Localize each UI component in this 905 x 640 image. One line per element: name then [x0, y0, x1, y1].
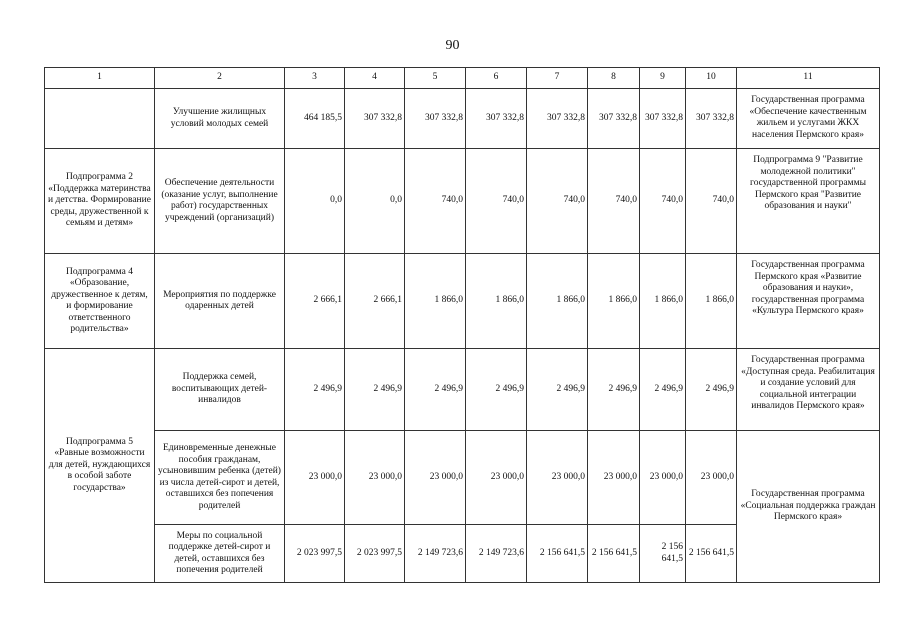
value-cell: 307 332,8	[686, 89, 737, 149]
header-cell: 3	[285, 68, 345, 89]
value-cell: 2 496,9	[588, 349, 640, 431]
table-row	[45, 149, 880, 254]
activity-cell: Мероприятия по поддержке одаренных детей	[155, 254, 285, 349]
value-cell: 23 000,0	[405, 431, 466, 525]
activity-cell: Единовременные денежные пособия гражданам, усыновившим ребенка (детей) из числа детей-сирот и детей, оставшихся без попечения родителей	[155, 431, 285, 525]
table-row	[45, 254, 880, 349]
value-cell: 740,0	[466, 149, 527, 254]
value-cell: 1 866,0	[686, 254, 737, 349]
value-cell: 2 496,9	[466, 349, 527, 431]
activity-cell: Поддержка семей, воспитывающих детей-инвалидов	[155, 349, 285, 431]
value-cell: 740,0	[686, 149, 737, 254]
value-cell: 2 496,9	[405, 349, 466, 431]
value-cell: 2 496,9	[640, 349, 686, 431]
value-cell: 23 000,0	[466, 431, 527, 525]
subprogram-cell: Подпрограмма 4 «Образование, дружественное к детям, и формирование ответственного родительства»	[45, 254, 155, 349]
header-cell: 10	[686, 68, 737, 89]
value-cell: 2 496,9	[345, 349, 405, 431]
header-cell: 8	[588, 68, 640, 89]
header-cell: 1	[45, 68, 155, 89]
page-number: 90	[445, 38, 460, 53]
table-row	[45, 89, 880, 149]
value-cell: 2 496,9	[285, 349, 345, 431]
activity-cell: Обеспечение деятельности (оказание услуг, выполнение работ) государственных учреждений (организаций)	[155, 149, 285, 254]
program-cell: Подпрограмма 9 "Развитие молодежной политики" государственной программы Пермского края "Развитие образования и науки"	[737, 149, 880, 254]
value-cell: 307 332,8	[466, 89, 527, 149]
value-cell: 23 000,0	[527, 431, 588, 525]
program-cell: Государственная программа Пермского края «Развитие образования и науки», государственная программа «Культура Пермского края»	[737, 254, 880, 349]
value-cell: 1 866,0	[588, 254, 640, 349]
value-cell: 1 866,0	[640, 254, 686, 349]
value-cell: 1 866,0	[466, 254, 527, 349]
header-row	[45, 68, 880, 89]
value-cell: 740,0	[588, 149, 640, 254]
value-cell: 2 496,9	[527, 349, 588, 431]
value-cell: 740,0	[640, 149, 686, 254]
value-cell: 2 023 997,5	[345, 525, 405, 583]
value-cell: 2 149 723,6	[466, 525, 527, 583]
header-cell: 11	[737, 68, 880, 89]
header-cell: 2	[155, 68, 285, 89]
value-cell: 2 666,1	[345, 254, 405, 349]
value-cell: 464 185,5	[285, 89, 345, 149]
value-cell: 307 332,8	[527, 89, 588, 149]
subprogram-cell	[45, 89, 155, 149]
value-cell: 2 156 641,5	[686, 525, 737, 583]
value-cell: 23 000,0	[640, 431, 686, 525]
subprogram-cell: Подпрограмма 5 «Равные возможности для детей, нуждающихся в особой заботе государства»	[45, 349, 155, 583]
value-cell: 23 000,0	[285, 431, 345, 525]
header-cell: 4	[345, 68, 405, 89]
activity-cell: Улучшение жилищных условий молодых семей	[155, 89, 285, 149]
program-cell: Государственная программа «Социальная поддержка граждан Пермского края»	[737, 431, 880, 583]
value-cell: 2 149 723,6	[405, 525, 466, 583]
header-cell: 5	[405, 68, 466, 89]
value-cell: 23 000,0	[588, 431, 640, 525]
subprogram-cell: Подпрограмма 2 «Поддержка материнства и детства. Формирование среды, дружественной к семьям и детям»	[45, 149, 155, 254]
value-cell: 2 496,9	[686, 349, 737, 431]
value-cell: 307 332,8	[405, 89, 466, 149]
value-cell: 307 332,8	[345, 89, 405, 149]
value-cell: 2 156 641,5	[527, 525, 588, 583]
value-cell: 2 666,1	[285, 254, 345, 349]
value-cell: 0,0	[345, 149, 405, 254]
header-cell: 6	[466, 68, 527, 89]
value-cell: 23 000,0	[686, 431, 737, 525]
value-cell: 307 332,8	[588, 89, 640, 149]
program-cell: Государственная программа «Обеспечение качественным жильем и услугами ЖКХ населения Пермского края»	[737, 89, 880, 149]
value-cell: 740,0	[527, 149, 588, 254]
table-row	[45, 431, 880, 525]
activity-cell: Меры по социальной поддержке детей-сирот и детей, оставшихся без попечения родителей	[155, 525, 285, 583]
value-cell: 1 866,0	[527, 254, 588, 349]
value-cell: 307 332,8	[640, 89, 686, 149]
header-cell: 7	[527, 68, 588, 89]
value-cell: 740,0	[405, 149, 466, 254]
value-cell: 0,0	[285, 149, 345, 254]
value-cell: 2 023 997,5	[285, 525, 345, 583]
table-row	[45, 349, 880, 431]
value-cell: 2 156 641,5	[640, 525, 686, 583]
value-cell: 23 000,0	[345, 431, 405, 525]
program-cell: Государственная программа «Доступная среда. Реабилитация и создание условий для социальной интеграции инвалидов Пермского края»	[737, 349, 880, 431]
value-cell: 1 866,0	[405, 254, 466, 349]
data-table	[44, 67, 880, 583]
header-cell: 9	[640, 68, 686, 89]
value-cell: 2 156 641,5	[588, 525, 640, 583]
